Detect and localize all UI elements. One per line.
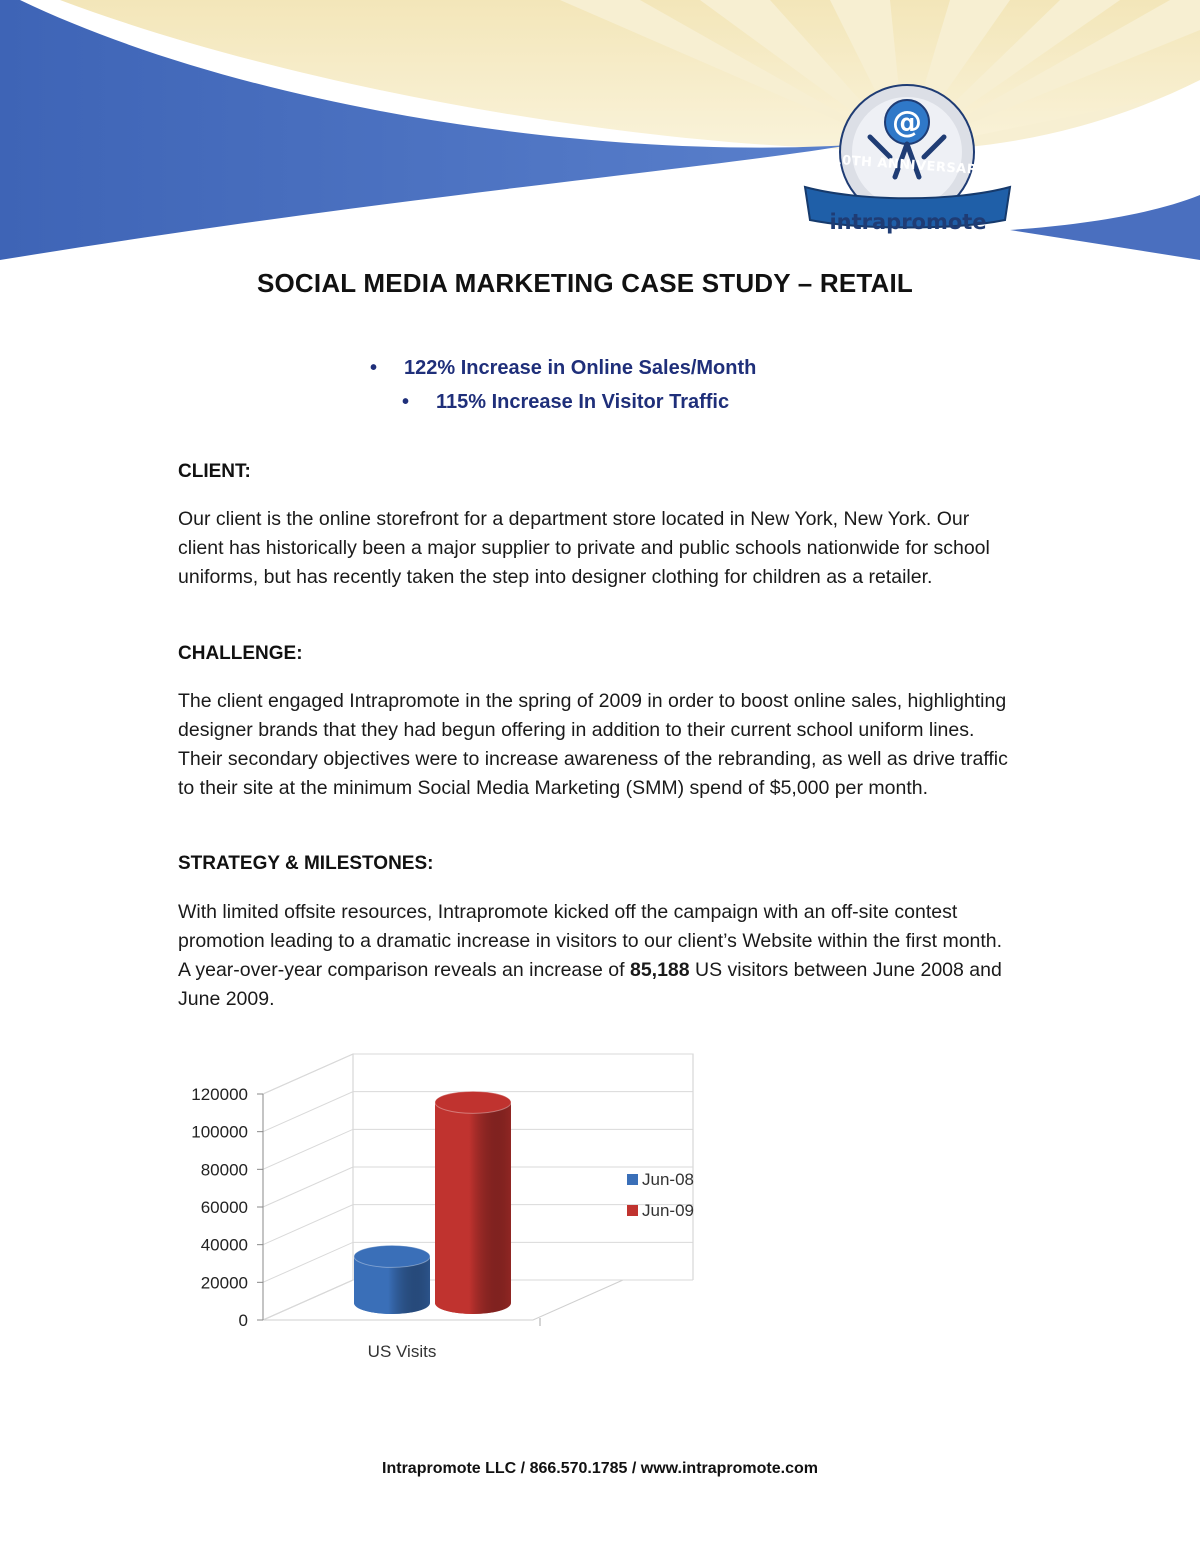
page-title: SOCIAL MEDIA MARKETING CASE STUDY – RETAIL <box>256 268 914 298</box>
y-tick-label: 40000 <box>200 1235 248 1255</box>
highlight-item <box>370 357 757 380</box>
y-tick-label: 100000 <box>191 1122 248 1142</box>
client-paragraph: Our client is the online storefront for a department store located in New York, New York. Our client has historically been a major supplier to private and public schools nationwide for school uniforms, but has recently taken the step into designer clothing for children as a retailer. <box>178 508 990 588</box>
bullet-icon: • <box>370 357 378 379</box>
highlight-text: 122% Increase in Online Sales/Month <box>404 357 757 379</box>
logo-wordmark-promote: promote <box>886 210 987 234</box>
legend-label: Jun-09 <box>642 1201 694 1220</box>
challenge-heading: CHALLENGE: <box>178 643 303 664</box>
highlight-text: 115% Increase In Visitor Traffic <box>436 391 730 413</box>
strategy-text: With limited offsite resources, Intrapromote kicked off the campaign with an off-site contest promotion leading to a dramatic increase in visitors to our client’s Website within the first month. A year-over-year comparison reveals an increase of <box>178 901 1003 981</box>
bar-shading <box>435 1102 511 1314</box>
bar-top <box>435 1091 511 1113</box>
visitor-increase-value: 85,188 <box>629 959 690 981</box>
y-tick-label: 20000 <box>200 1273 248 1293</box>
strategy-text: US visitors between June 2008 and June 2009. <box>178 959 1002 1010</box>
logo-wordmark <box>828 210 988 234</box>
bar-top <box>354 1245 430 1267</box>
x-tick-label: US Visits <box>367 1342 437 1361</box>
svg-text:@: @ <box>892 105 922 140</box>
bullet-icon: • <box>402 391 410 413</box>
y-tick-label: 60000 <box>200 1198 248 1217</box>
y-tick-label: 120000 <box>191 1085 248 1104</box>
logo-wordmark-intra: intra <box>829 210 887 234</box>
legend-label: Jun-08 <box>642 1170 694 1189</box>
y-tick-label: 80000 <box>200 1160 248 1180</box>
strategy-paragraph <box>178 898 1018 1014</box>
us-visits-chart <box>170 1030 750 1375</box>
y-tick-label: 0 <box>238 1311 248 1330</box>
header-banner <box>0 0 1200 270</box>
logo-anniversary-text: 10TH ANNIVERSARY <box>832 152 987 179</box>
footer-contact: Intrapromote LLC / 866.570.1785 / www.intrapromote.com <box>382 1460 818 1477</box>
highlight-item <box>402 391 730 414</box>
legend-swatch <box>627 1205 638 1216</box>
legend-swatch <box>627 1174 638 1185</box>
challenge-paragraph: The client engaged Intrapromote in the spring of 2009 in order to boost online sales, highlighting designer brands that they had begun offering in addition to their current school uniform lines. Their secondary objectives were to increase awareness of the rebranding, as well as drive traffic to their site at the minimum Social Media Marketing (SMM) spend of $5,000 per month. <box>178 690 1008 799</box>
strategy-heading: STRATEGY & MILESTONES: <box>178 853 434 874</box>
client-heading: CLIENT: <box>178 461 251 482</box>
